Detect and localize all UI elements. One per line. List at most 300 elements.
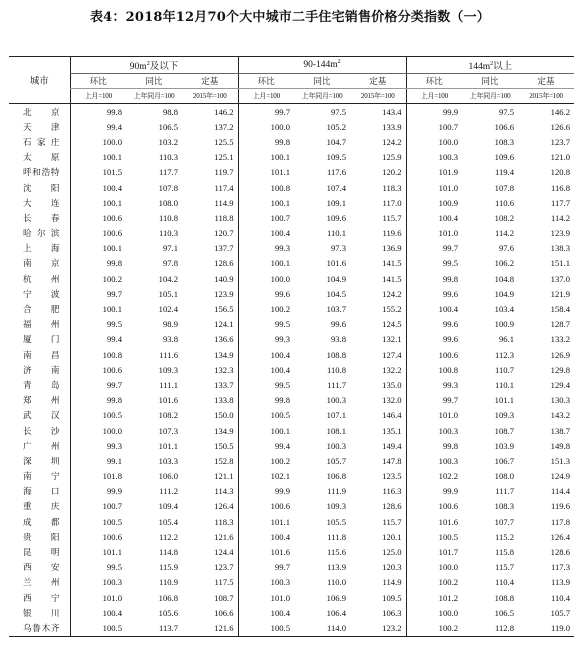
city-name: 长春 <box>23 212 60 223</box>
index-value: 100.0 <box>406 134 462 149</box>
index-value: 109.3 <box>158 364 178 375</box>
index-value: 100.4 <box>406 210 462 225</box>
index-value: 124.2 <box>382 288 402 299</box>
index-value: 100.2 <box>70 271 126 286</box>
index-value: 100.7 <box>238 210 294 225</box>
index-value: 108.7 <box>494 425 515 436</box>
index-value: 130.3 <box>550 395 571 406</box>
index-value: 99.5 <box>70 560 126 575</box>
index-value: 146.2 <box>550 106 571 117</box>
index-value: 119.7 <box>214 167 234 178</box>
index-value: 116.3 <box>382 486 402 497</box>
sub-header: 环比 <box>70 74 126 89</box>
index-value: 99.7 <box>238 104 294 120</box>
index-value: 119.6 <box>550 501 571 512</box>
index-value: 105.7 <box>550 607 571 618</box>
index-value: 100.9 <box>406 195 462 210</box>
index-value: 129.8 <box>550 364 571 375</box>
index-value: 111.7 <box>327 379 346 390</box>
unit-header: 2015年=100 <box>350 89 406 104</box>
index-value: 99.3 <box>406 377 462 392</box>
index-value: 114.2 <box>550 212 571 223</box>
index-value: 123.7 <box>550 136 571 147</box>
unit-header: 2015年=100 <box>518 89 574 104</box>
index-value: 99.8 <box>238 393 294 408</box>
index-value: 99.7 <box>70 377 126 392</box>
index-value: 99.3 <box>70 438 126 453</box>
index-value: 99.5 <box>238 317 294 332</box>
index-value: 151.1 <box>550 258 571 269</box>
table-row <box>9 150 574 165</box>
index-value: 115.7 <box>382 212 402 223</box>
index-value: 124.4 <box>214 547 234 558</box>
index-value: 100.2 <box>238 453 294 468</box>
index-value: 112.2 <box>158 531 178 542</box>
index-value: 109.5 <box>326 152 346 163</box>
unit-header: 上月=100 <box>70 89 126 104</box>
index-value: 117.3 <box>550 562 571 573</box>
index-value: 134.9 <box>214 349 234 360</box>
unit-header: 上年同月=100 <box>294 89 350 104</box>
index-value: 121.6 <box>182 620 238 636</box>
index-value: 106.2 <box>494 258 515 269</box>
index-value: 100.1 <box>238 423 294 438</box>
index-value: 110.3 <box>158 228 178 239</box>
index-value: 99.7 <box>406 241 462 256</box>
index-value: 125.9 <box>382 152 402 163</box>
index-value: 110.4 <box>494 577 515 588</box>
index-value: 106.8 <box>158 592 178 603</box>
index-value: 100.5 <box>70 408 126 423</box>
index-value: 126.6 <box>550 121 571 132</box>
index-value: 108.2 <box>158 410 178 421</box>
index-value: 117.7 <box>158 167 178 178</box>
sub-header: 环比 <box>406 74 462 89</box>
index-value: 97.5 <box>330 106 346 117</box>
index-value: 100.6 <box>70 226 126 241</box>
group-header-medium: $90-144m^2$ <box>238 57 406 74</box>
index-value: 120.8 <box>550 167 571 178</box>
index-value: 100.8 <box>70 347 126 362</box>
sub-header: 同比 <box>126 74 182 89</box>
index-value: 149.4 <box>382 440 402 451</box>
city-name: 郑州 <box>23 395 60 406</box>
index-value: 125.5 <box>214 136 234 147</box>
index-value: 103.4 <box>494 304 515 315</box>
index-value: 133.9 <box>382 121 402 132</box>
group-header-large: $144m^2$以上 <box>406 57 574 74</box>
table-row <box>9 438 574 453</box>
table-row <box>9 423 574 438</box>
index-value: 105.7 <box>326 455 346 466</box>
index-value: 109.4 <box>158 501 178 512</box>
index-value: 150.0 <box>214 410 234 421</box>
index-value: 99.4 <box>70 332 126 347</box>
index-value: 100.1 <box>238 256 294 271</box>
index-value: 117.0 <box>382 197 402 208</box>
index-value: 117.4 <box>214 182 234 193</box>
index-value: 107.7 <box>494 516 515 527</box>
index-value: 158.4 <box>550 304 571 315</box>
index-value: 100.4 <box>406 301 462 316</box>
city-name: 银川 <box>23 607 60 618</box>
index-value: 133.2 <box>550 334 571 345</box>
city-name: 济南 <box>23 364 60 375</box>
index-value: 109.6 <box>494 152 515 163</box>
index-value: 99.4 <box>238 438 294 453</box>
table-row <box>9 377 574 392</box>
index-value: 101.6 <box>326 258 346 269</box>
index-value: 101.1 <box>70 544 126 559</box>
index-value: 117.5 <box>214 577 234 588</box>
index-value: 108.0 <box>158 197 178 208</box>
index-value: 105.4 <box>158 516 178 527</box>
index-value: 126.4 <box>550 531 571 542</box>
index-value: 108.3 <box>494 136 515 147</box>
group-header-small: $90m^2$及以下 <box>70 57 238 74</box>
index-value: 105.6 <box>158 607 178 618</box>
index-value: 140.9 <box>214 273 234 284</box>
index-value: 98.9 <box>162 319 178 330</box>
index-value: 106.6 <box>214 607 234 618</box>
index-value: 115.9 <box>158 562 178 573</box>
index-value: 101.0 <box>406 180 462 195</box>
index-value: 123.9 <box>214 288 234 299</box>
index-value: 100.1 <box>70 195 126 210</box>
index-value: 101.0 <box>238 590 294 605</box>
index-value: 100.4 <box>238 347 294 362</box>
index-value: 101.7 <box>406 544 462 559</box>
city-name: 南昌 <box>23 349 60 360</box>
index-value: 141.5 <box>382 258 402 269</box>
index-value: 104.7 <box>326 136 346 147</box>
index-value: 133.8 <box>214 395 234 406</box>
index-value: 101.0 <box>70 590 126 605</box>
index-value: 117.7 <box>550 197 571 208</box>
sub-header: 定基 <box>350 74 406 89</box>
table-row <box>9 362 574 377</box>
table-row <box>9 180 574 195</box>
index-value: 97.3 <box>330 243 346 254</box>
index-value: 146.4 <box>382 410 402 421</box>
index-value: 107.3 <box>158 425 178 436</box>
index-value: 123.5 <box>382 471 402 482</box>
city-name: 兰州 <box>23 577 60 588</box>
index-value: 100.0 <box>406 560 462 575</box>
index-value: 110.0 <box>326 577 346 588</box>
table-row <box>9 347 574 362</box>
city-name: 福州 <box>23 319 60 330</box>
index-value: 101.1 <box>158 440 178 451</box>
index-value: 100.4 <box>238 226 294 241</box>
index-value: 115.8 <box>494 547 515 558</box>
index-value: 100.5 <box>238 408 294 423</box>
index-value: 111.6 <box>159 349 178 360</box>
header-group-row <box>9 57 574 74</box>
index-value: 97.1 <box>162 243 178 254</box>
city-name: 天津 <box>23 121 60 132</box>
index-value: 133.7 <box>214 379 234 390</box>
index-value: 100.0 <box>406 605 462 620</box>
index-value: 112.8 <box>462 620 518 636</box>
city-name: 武汉 <box>23 410 60 421</box>
index-value: 100.3 <box>326 395 346 406</box>
table-row <box>9 575 574 590</box>
index-value: 101.6 <box>238 544 294 559</box>
city-name: 厦门 <box>23 334 60 345</box>
index-value: 101.9 <box>406 165 462 180</box>
table-row <box>9 271 574 286</box>
index-value: 99.3 <box>238 241 294 256</box>
city-name: 广州 <box>23 440 60 451</box>
city-name: 重庆 <box>23 501 60 512</box>
table-row <box>9 544 574 559</box>
index-value: 108.7 <box>214 592 234 603</box>
index-value: 106.5 <box>494 607 515 618</box>
city-name: 合肥 <box>23 304 60 315</box>
index-value: 98.8 <box>162 106 178 117</box>
index-value: 117.6 <box>326 167 346 178</box>
index-value: 99.8 <box>238 134 294 149</box>
index-value: 105.5 <box>326 516 346 527</box>
table-row <box>9 226 574 241</box>
table-row <box>9 332 574 347</box>
sub-header: 同比 <box>462 74 518 89</box>
index-value: 118.8 <box>214 212 234 223</box>
index-value: 102.2 <box>406 469 462 484</box>
index-value: 99.4 <box>70 119 126 134</box>
index-value: 115.7 <box>382 516 402 527</box>
index-value: 118.3 <box>382 182 402 193</box>
index-value: 110.9 <box>158 577 178 588</box>
index-value: 141.5 <box>382 273 402 284</box>
index-value: 124.5 <box>382 319 402 330</box>
index-value: 100.3 <box>70 575 126 590</box>
index-value: 109.5 <box>382 592 402 603</box>
index-value: 101.1 <box>494 395 515 406</box>
index-value: 110.6 <box>494 197 515 208</box>
index-value: 126.4 <box>214 501 234 512</box>
index-value: 112.3 <box>494 349 515 360</box>
index-value: 110.4 <box>550 592 571 603</box>
index-value: 149.8 <box>550 440 571 451</box>
index-value: 100.0 <box>70 134 126 149</box>
index-value: 100.5 <box>70 514 126 529</box>
table-row <box>9 119 574 134</box>
table-row <box>9 590 574 605</box>
index-value: 106.6 <box>494 121 515 132</box>
index-value: 109.3 <box>494 410 515 421</box>
index-value: 121.1 <box>214 471 234 482</box>
index-value: 97.8 <box>162 258 178 269</box>
index-value: 100.3 <box>326 440 346 451</box>
index-value: 138.3 <box>550 243 571 254</box>
city-name: 北京 <box>23 106 60 117</box>
index-value: 127.4 <box>382 349 402 360</box>
city-name: 贵阳 <box>23 531 60 542</box>
index-value: 106.3 <box>382 607 402 618</box>
table-row <box>9 620 574 636</box>
index-value: 100.3 <box>406 423 462 438</box>
index-value: 101.1 <box>238 514 294 529</box>
index-value: 111.7 <box>495 486 515 497</box>
sub-header: 定基 <box>182 74 238 89</box>
index-value: 99.6 <box>406 317 462 332</box>
city-name: 南宁 <box>23 471 60 482</box>
index-value: 101.2 <box>406 590 462 605</box>
index-value: 114.0 <box>294 620 350 636</box>
index-value: 114.9 <box>382 577 402 588</box>
index-value: 99.5 <box>406 256 462 271</box>
index-value: 146.2 <box>214 106 234 117</box>
index-value: 93.8 <box>162 334 178 345</box>
index-value: 105.1 <box>158 288 178 299</box>
index-value: 128.6 <box>550 547 571 558</box>
index-value: 100.3 <box>238 575 294 590</box>
index-value: 101.8 <box>70 469 126 484</box>
index-value: 124.2 <box>382 136 402 147</box>
index-value: 99.8 <box>70 256 126 271</box>
index-value: 99.6 <box>406 332 462 347</box>
index-value: 100.0 <box>238 271 294 286</box>
sub-header: 同比 <box>294 74 350 89</box>
index-value: 102.1 <box>238 469 294 484</box>
index-value: 106.0 <box>158 471 178 482</box>
index-value: 121.0 <box>550 152 571 163</box>
index-value: 100.6 <box>70 529 126 544</box>
index-value: 135.1 <box>382 425 402 436</box>
index-value: 99.6 <box>330 319 346 330</box>
table-row <box>9 301 574 316</box>
index-value: 103.3 <box>158 455 178 466</box>
city-name: 石家庄 <box>23 136 60 147</box>
index-value: 107.8 <box>494 182 515 193</box>
index-value: 99.8 <box>406 438 462 453</box>
table-row <box>9 104 574 120</box>
index-value: 110.1 <box>494 379 515 390</box>
city-name: 哈尔滨 <box>23 228 60 239</box>
index-value: 128.6 <box>214 258 234 269</box>
index-value: 106.5 <box>158 121 178 132</box>
index-value: 120.3 <box>382 562 402 573</box>
unit-header: 上年同月=100 <box>126 89 182 104</box>
city-name: 太原 <box>23 152 60 163</box>
index-value: 114.2 <box>494 228 515 239</box>
index-value: 96.1 <box>498 334 515 345</box>
index-value: 107.8 <box>158 182 178 193</box>
city-name: 青岛 <box>23 379 60 390</box>
index-value: 117.8 <box>550 516 571 527</box>
index-value: 106.7 <box>494 455 515 466</box>
index-value: 101.1 <box>238 165 294 180</box>
table-row <box>9 499 574 514</box>
index-value: 100.6 <box>70 362 126 377</box>
index-value: 100.4 <box>70 605 126 620</box>
index-value: 100.1 <box>238 195 294 210</box>
index-value: 119.6 <box>382 228 402 239</box>
index-value: 137.7 <box>214 243 234 254</box>
index-value: 129.4 <box>550 379 571 390</box>
index-value: 105.2 <box>326 121 346 132</box>
table-row <box>9 393 574 408</box>
index-value: 101.5 <box>70 165 126 180</box>
index-value: 100.8 <box>406 362 462 377</box>
table-row <box>9 514 574 529</box>
index-value: 132.0 <box>382 395 402 406</box>
index-value: 106.8 <box>326 471 346 482</box>
index-value: 99.9 <box>406 104 462 120</box>
index-value: 108.2 <box>494 212 515 223</box>
index-value: 100.4 <box>238 362 294 377</box>
city-name: 大连 <box>23 197 60 208</box>
index-value: 132.1 <box>382 334 402 345</box>
table-row <box>9 605 574 620</box>
index-value: 114.3 <box>214 486 234 497</box>
index-value: 108.3 <box>494 501 515 512</box>
index-value: 116.8 <box>550 182 571 193</box>
table-row <box>9 484 574 499</box>
index-value: 100.5 <box>238 620 294 636</box>
unit-header: 2015年=100 <box>182 89 238 104</box>
index-value: 103.2 <box>158 136 178 147</box>
index-value: 108.8 <box>494 592 515 603</box>
index-value: 111.1 <box>159 379 178 390</box>
index-value: 111.8 <box>327 531 346 542</box>
index-value: 108.0 <box>494 471 515 482</box>
index-value: 99.7 <box>238 560 294 575</box>
index-value: 123.2 <box>350 620 406 636</box>
index-value: 99.8 <box>406 271 462 286</box>
city-name: 沈阳 <box>23 182 60 193</box>
index-value: 100.1 <box>70 150 126 165</box>
index-value: 110.7 <box>494 364 515 375</box>
page-title: 表4：2018年12月70个大中城市二手住宅销售价格分类指数（一） <box>89 10 490 25</box>
index-value: 100.2 <box>406 620 462 636</box>
city-name: 呼和浩特 <box>23 167 60 178</box>
index-value: 100.8 <box>238 180 294 195</box>
index-value: 132.2 <box>382 364 402 375</box>
table-row <box>9 165 574 180</box>
header-unit-row <box>9 89 574 104</box>
table-row <box>9 453 574 468</box>
index-value: 101.0 <box>406 408 462 423</box>
index-value: 104.5 <box>326 288 346 299</box>
index-value: 108.1 <box>326 425 346 436</box>
city-name: 杭州 <box>23 273 60 284</box>
table-row <box>9 560 574 575</box>
index-value: 113.7 <box>126 620 182 636</box>
index-value: 111.9 <box>327 486 346 497</box>
index-value: 151.3 <box>550 455 571 466</box>
price-index-table <box>9 56 574 637</box>
index-value: 109.6 <box>326 212 346 223</box>
header-sub-row <box>9 74 574 89</box>
city-name: 深圳 <box>23 455 60 466</box>
city-column-header: 城市 <box>9 57 70 104</box>
index-value: 120.1 <box>382 531 402 542</box>
table-row <box>9 241 574 256</box>
index-value: 99.8 <box>70 393 126 408</box>
index-value: 99.9 <box>70 484 126 499</box>
index-value: 110.8 <box>158 212 178 223</box>
index-value: 147.8 <box>382 455 402 466</box>
index-value: 100.5 <box>406 529 462 544</box>
index-value: 120.7 <box>214 228 234 239</box>
index-value: 100.4 <box>70 180 126 195</box>
index-value: 128.7 <box>550 319 571 330</box>
index-value: 99.6 <box>238 286 294 301</box>
index-value: 101.6 <box>158 395 178 406</box>
